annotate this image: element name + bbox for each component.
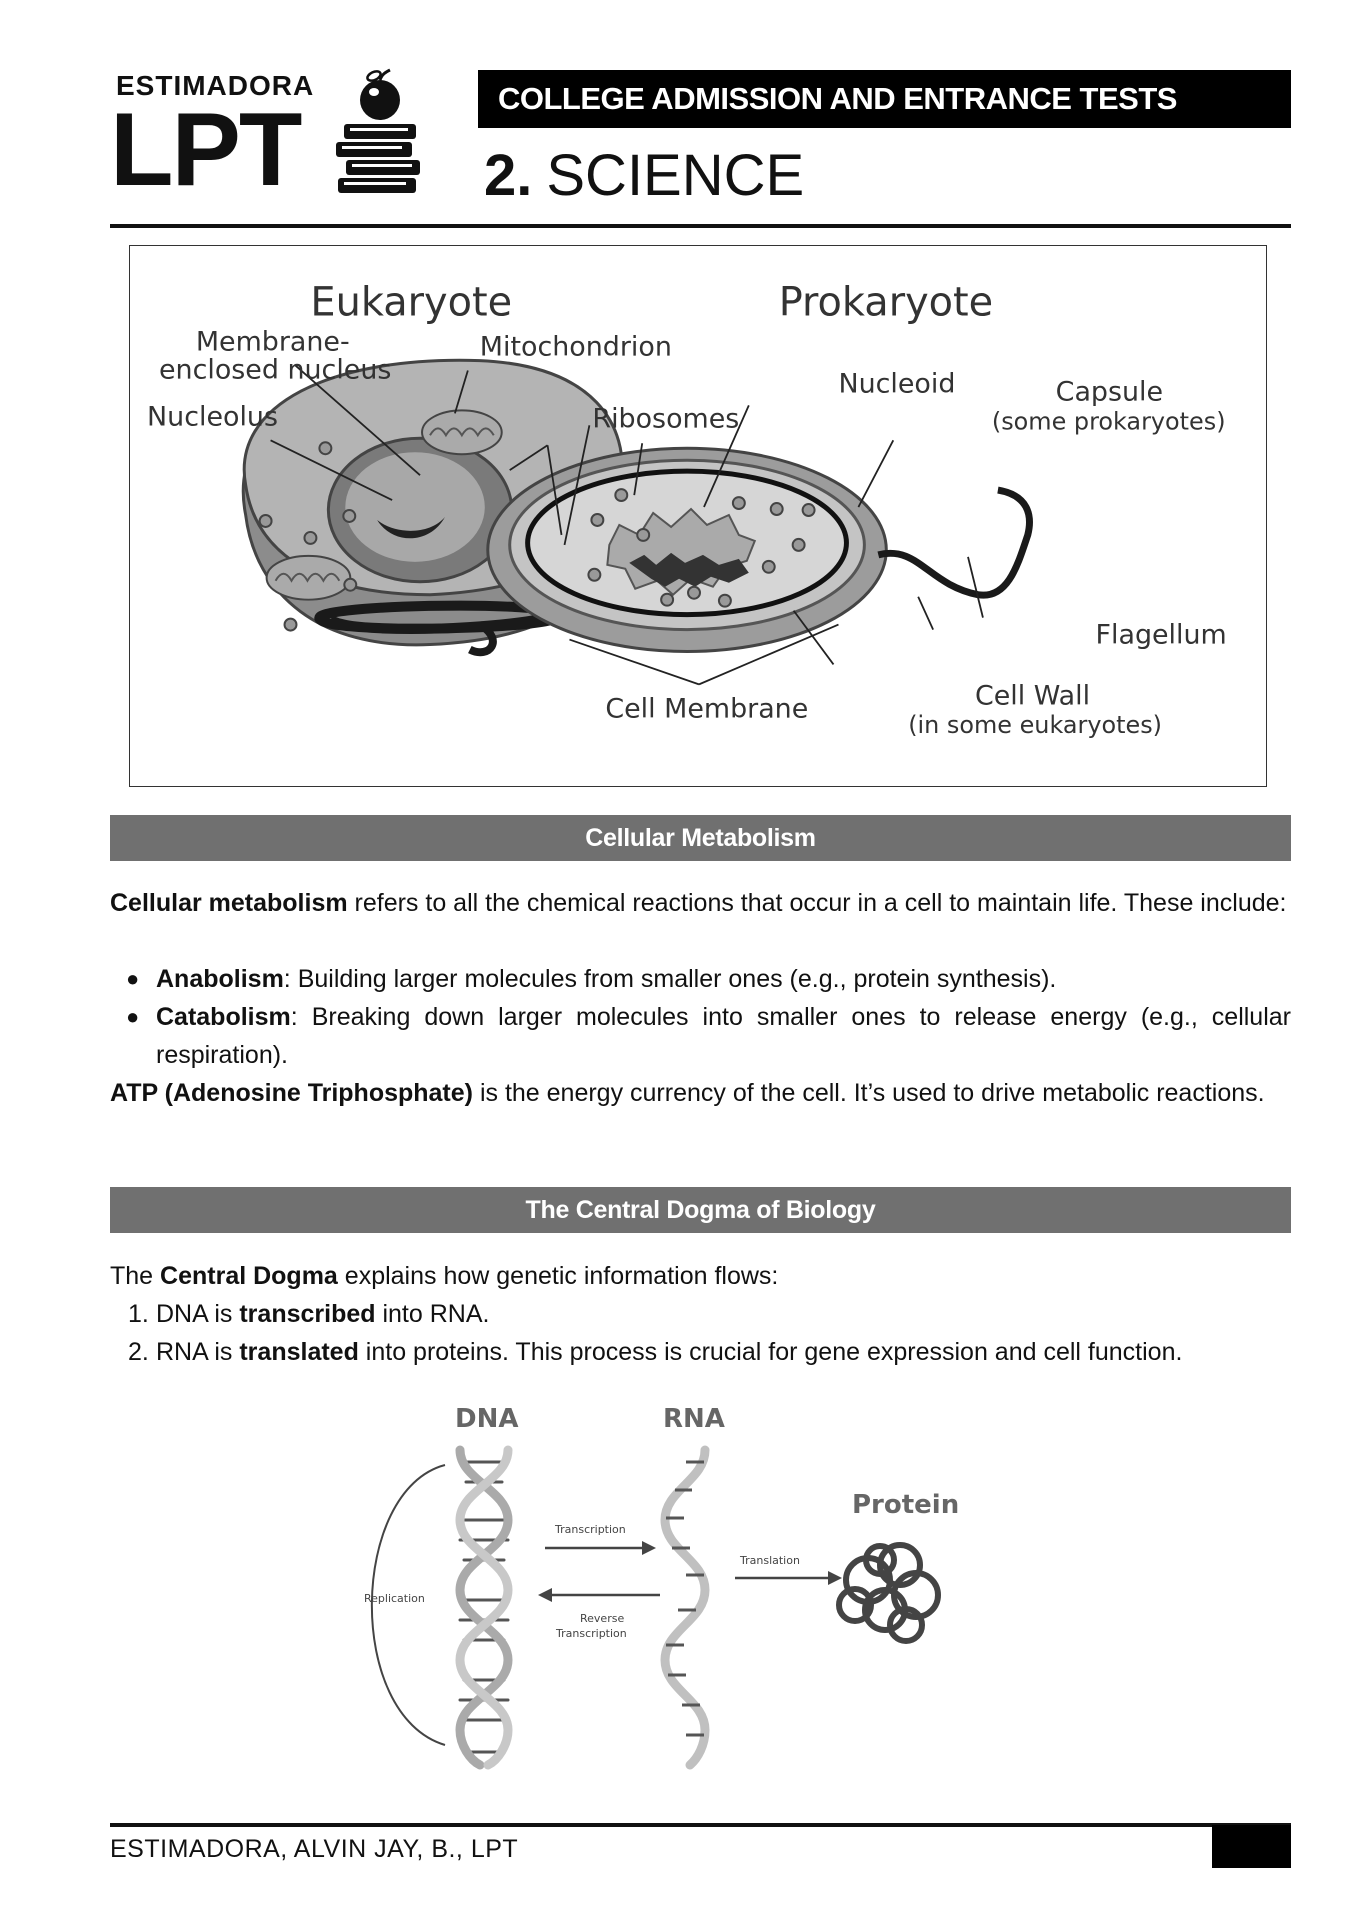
dna-helix-icon	[460, 1450, 508, 1765]
replication-label: Replication	[364, 1592, 425, 1605]
anabolism-term: Anabolism	[156, 965, 284, 993]
step-number: 2.	[128, 1338, 149, 1366]
cell-comparison-figure	[129, 245, 1267, 787]
dogma-intro-pre: The	[110, 1262, 161, 1290]
membrane-nucleus-label-line1: Membrane-	[195, 326, 350, 358]
atp-term: ATP (Adenosine Triphosphate)	[110, 1079, 473, 1107]
protein-icon	[839, 1545, 938, 1641]
section-name: SCIENCE	[546, 143, 805, 208]
step-text: into RNA.	[375, 1300, 490, 1328]
dogma-term: Central Dogma	[160, 1262, 338, 1290]
bullet-icon: ●	[126, 966, 140, 991]
list-item	[126, 960, 1291, 998]
transcription-label: Transcription	[555, 1523, 626, 1536]
step-term: translated	[239, 1338, 359, 1366]
catabolism-term: Catabolism	[156, 1003, 291, 1031]
metabolism-intro	[110, 884, 1291, 922]
dogma-intro-post: explains how genetic information flows:	[337, 1262, 779, 1290]
list-item	[128, 1295, 1291, 1333]
prokaryote-label: Prokaryote	[778, 279, 994, 326]
capsule-label: Capsule	[1055, 376, 1164, 408]
atp-paragraph	[110, 1074, 1291, 1112]
footer-page-block	[1212, 1825, 1291, 1868]
ribosomes-label: Ribosomes	[592, 403, 740, 435]
list-item	[128, 1333, 1291, 1371]
metabolism-intro-text: refers to all the chemical reactions that occur in a cell to maintain life. These include:	[347, 889, 1287, 917]
brand-name-large: LPT	[110, 92, 301, 208]
bullet-icon: ●	[126, 1004, 140, 1029]
anabolism-text: : Building larger molecules from smaller ones (e.g., protein synthesis).	[283, 965, 1057, 993]
section-title	[484, 142, 804, 209]
section-heading-central-dogma: The Central Dogma of Biology	[110, 1187, 1291, 1233]
header-banner	[478, 70, 1291, 128]
brand-name-small: ESTIMADORA	[116, 70, 315, 101]
footer-divider	[110, 1823, 1291, 1827]
translation-label: Translation	[740, 1554, 800, 1567]
nucleolus-label: Nucleolus	[147, 401, 278, 433]
cell-wall-label: Cell Wall	[974, 680, 1091, 712]
step-text: into proteins. This process is crucial for gene expression and cell function.	[358, 1338, 1183, 1366]
protein-label: Protein	[852, 1490, 960, 1520]
header-divider	[110, 224, 1291, 228]
atp-text: is the energy currency of the cell. It’s used to drive metabolic reactions.	[473, 1079, 1265, 1107]
reverse-transcription-label-line1: Reverse	[580, 1612, 625, 1625]
step-text: DNA is	[156, 1300, 240, 1328]
nucleoid-label: Nucleoid	[838, 368, 956, 400]
membrane-nucleus-label-line2: enclosed nucleus	[158, 354, 392, 386]
reverse-transcription-label-line2: Transcription	[556, 1627, 627, 1640]
cell-membrane-label: Cell Membrane	[605, 693, 809, 725]
step-term: transcribed	[239, 1300, 376, 1328]
flagellum-label: Flagellum	[1095, 619, 1227, 651]
list-item	[126, 998, 1291, 1074]
metabolism-term: Cellular metabolism	[110, 889, 348, 917]
mitochondrion-label: Mitochondrion	[479, 331, 672, 363]
section-number: 2.	[484, 143, 533, 208]
section-heading-metabolism: Cellular Metabolism	[110, 815, 1291, 861]
prokaryote-cell-illustration	[488, 448, 1030, 651]
rna-label: RNA	[663, 1404, 725, 1434]
apple-books-logo-icon	[330, 66, 426, 196]
step-number: 1.	[128, 1300, 149, 1328]
dogma-intro	[110, 1257, 1291, 1295]
catabolism-text: : Breaking down larger molecules into smaller ones to release energy (e.g., cellular respiration).	[156, 1003, 1291, 1069]
capsule-note-label: (some prokaryotes)	[991, 407, 1226, 436]
step-text: RNA is	[156, 1338, 240, 1366]
central-dogma-figure	[360, 1400, 980, 1780]
eukaryote-label: Eukaryote	[310, 279, 513, 326]
cell-wall-note-label: (in some eukaryotes)	[908, 711, 1163, 740]
rna-strand-icon	[665, 1450, 705, 1765]
banner-text: COLLEGE ADMISSION AND ENTRANCE TESTS	[498, 81, 1177, 116]
footer-author: ESTIMADORA, ALVIN JAY, B., LPT	[110, 1835, 519, 1863]
dna-label: DNA	[455, 1404, 519, 1434]
